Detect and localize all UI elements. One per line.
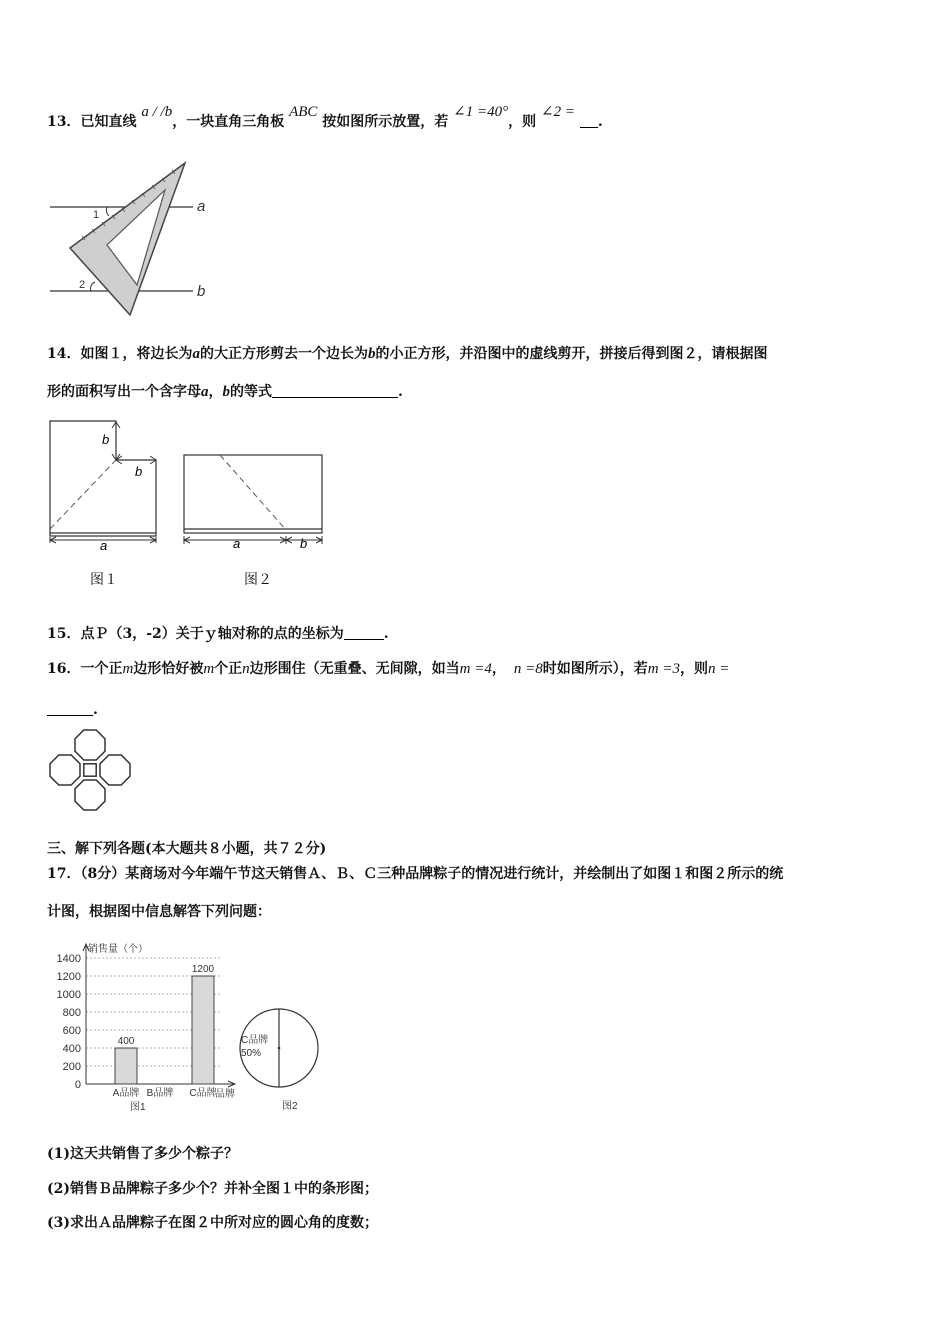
fig1-caption: 图１: [90, 573, 118, 588]
q14-comma: ，: [208, 384, 223, 400]
octagon-right: [100, 755, 130, 785]
section-3-title: 三、解下列各题(本大题共８小题，共７２分): [47, 841, 327, 857]
label-2: 2: [79, 279, 86, 291]
bar-C品牌: [192, 976, 214, 1084]
q14-text-4: 形的面积写出一个含字母: [47, 384, 201, 400]
x-category-label: B品牌: [146, 1088, 174, 1099]
q17-line-1: 17．（8分）某商场对今年端午节这天销售Ａ、Ｂ、Ｃ三种品牌粽子的情况进行统计，并绘制出了如图１和图２所示的统: [47, 866, 784, 882]
y-tick-label: 0: [74, 1079, 81, 1091]
x-category-label: A品牌: [112, 1088, 140, 1099]
center-square: [84, 764, 96, 776]
q16-math-n: n =: [707, 661, 730, 677]
q14-line-1: [47, 344, 767, 364]
q14-figure-2: [178, 450, 328, 554]
q14-var-a-2: a: [201, 384, 209, 400]
q15-question: 15．点Ｐ（3，-2）关于ｙ轴对称的点的坐标为: [47, 626, 344, 642]
q17-line-2: 计图，根据图中信息解答下列问题：: [47, 904, 271, 920]
y-axis-label: 销售量（个）: [88, 944, 148, 955]
y-tick-label: 400: [62, 1043, 81, 1055]
q14-end: .: [398, 384, 403, 400]
q13-text: [47, 104, 603, 132]
y-tick-label: 200: [62, 1061, 81, 1073]
q13-number: 13．: [47, 114, 81, 130]
q16-var-m-2: m: [203, 661, 215, 677]
q13-text-4: ，则: [508, 114, 537, 130]
q16-answer-blank[interactable]: [47, 701, 93, 716]
q14-var-a: a: [192, 346, 200, 362]
q13-figure: [45, 160, 215, 320]
q17-sub-1: (1)这天共销售了多少个粽子？: [47, 1146, 238, 1162]
q16-text: [47, 659, 729, 679]
x-axis-label: 品牌: [215, 1089, 235, 1100]
bar-data-label: 1200: [191, 964, 215, 975]
q16-math-n8: n =8: [513, 661, 543, 677]
bar-chart: [42, 938, 248, 1114]
q16-answer-line: [47, 700, 98, 720]
fig2-label-a: a: [233, 536, 241, 551]
q14-text-1: 如图１，将边长为: [80, 346, 193, 362]
q16-end: .: [93, 702, 98, 718]
fig1-label-b-top: b: [102, 432, 110, 447]
angle-1-arc: [106, 207, 109, 216]
q16-text-3: 个正: [214, 661, 243, 677]
q16-math-m3: m =3: [647, 661, 680, 677]
q16-text-5: ，: [491, 661, 506, 677]
q13-math-abc: ABC: [289, 104, 318, 120]
q16-math-m4: m =4: [459, 661, 492, 677]
pie-slice-label-c: C品牌: [241, 1035, 269, 1046]
q16-text-6: 时如图所示），若: [542, 661, 648, 677]
q13-math-parallel: a / /b: [141, 104, 173, 120]
y-tick-label: 1400: [56, 953, 81, 965]
q14-text-3: 的小正方形，并沿图中的虚线剪开，拼接后得到图２，请根据图: [375, 346, 768, 362]
q16-text-1: 16．一个正: [47, 661, 123, 677]
q15-end: .: [383, 626, 389, 642]
q17-sub-3: (3)求出Ａ品牌粽子在图２中所对应的圆心角的度数；: [47, 1215, 378, 1231]
q16-text-4: 边形围住（无重叠、无间隙，如当: [249, 661, 460, 677]
octagon-bottom: [75, 780, 105, 810]
q16-octagon-figure: [48, 728, 132, 812]
y-tick-label: 1200: [56, 971, 81, 983]
y-tick-label: 800: [62, 1007, 81, 1019]
q13-text-2: ，一块直角三角板: [172, 114, 285, 130]
q13-math-angle1: ∠1 =40°: [453, 104, 509, 120]
q16-var-n: n: [242, 661, 250, 677]
bar-A品牌: [115, 1048, 137, 1084]
y-tick-label: 600: [62, 1025, 81, 1037]
fig1-label-b-side: b: [135, 464, 143, 479]
q15-answer-blank[interactable]: [344, 625, 384, 640]
pie-chart-title: 图2: [282, 1101, 298, 1112]
q13-text-1: 已知直线: [80, 114, 137, 130]
q14-number: 14．: [47, 346, 81, 362]
q14-text-2: 的大正方形剪去一个边长为: [199, 346, 368, 362]
q14-var-b-2: b: [222, 384, 230, 400]
q16-var-m: m: [122, 661, 134, 677]
q14-text-5: 的等式: [230, 384, 272, 400]
bar-data-label: 400: [117, 1036, 135, 1047]
octagon-left: [50, 755, 80, 785]
q14-line-2: [47, 382, 403, 402]
q13-end: .: [597, 114, 603, 130]
q14-var-b: b: [367, 346, 376, 362]
q14-figure-1: [44, 416, 164, 551]
q16-text-2: 边形恰好被: [133, 661, 204, 677]
q15-text: [47, 624, 389, 644]
label-1: 1: [93, 209, 100, 221]
octagon-top: [75, 730, 105, 760]
q17-sub-2: (2)销售Ｂ品牌粽子多少个？并补全图１中的条形图；: [47, 1181, 378, 1197]
y-tick-label: 1000: [56, 989, 81, 1001]
q13-math-angle2: ∠2 =: [541, 104, 575, 120]
pie-slice-percent-c: 50%: [241, 1048, 262, 1059]
bar-chart-title: 图1: [130, 1102, 146, 1113]
x-category-label: C品牌: [189, 1088, 217, 1099]
label-a: a: [197, 198, 206, 215]
fig2-label-b: b: [300, 536, 308, 551]
angle-2-arc: [91, 282, 95, 291]
q13-text-3: 按如图所示放置，若: [322, 114, 449, 130]
fig2-caption: 图２: [244, 573, 272, 588]
pie-center: [278, 1047, 281, 1050]
q14-answer-blank[interactable]: [272, 383, 398, 398]
q16-text-7: ，则: [679, 661, 708, 677]
pie-chart: [232, 998, 328, 1114]
q13-answer-blank[interactable]: [580, 113, 598, 128]
fig1-label-a: a: [100, 538, 108, 551]
label-b: b: [197, 283, 206, 300]
